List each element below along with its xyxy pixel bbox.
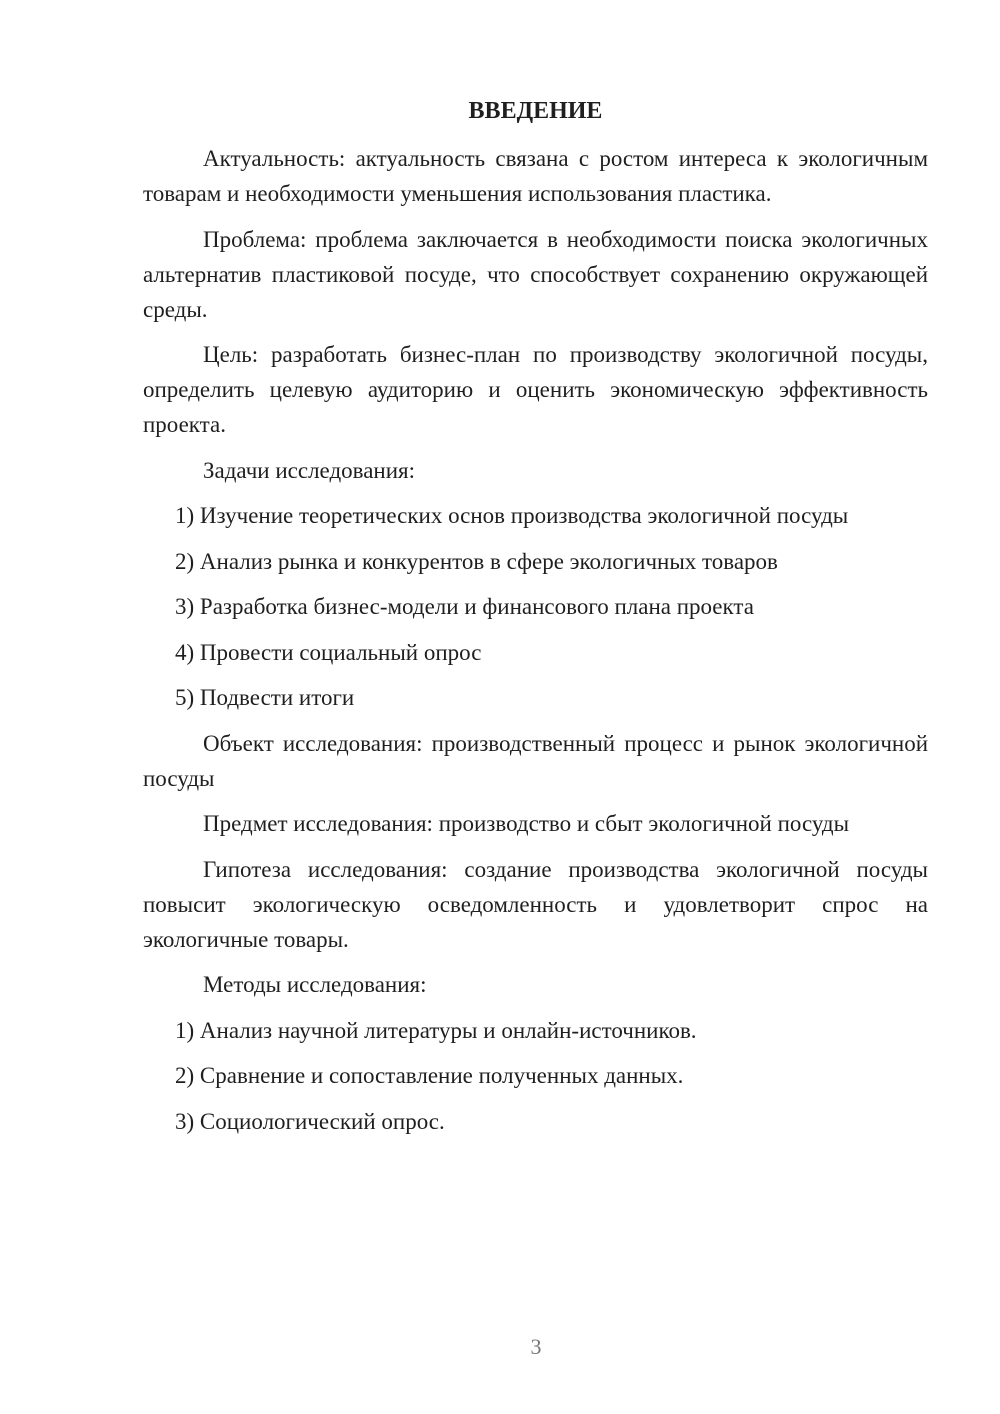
list-item: 3) Разработка бизнес-модели и финансового плана проекта [175,594,754,619]
tasks-heading: Задачи исследования: [203,457,416,483]
list-item: 1) Анализ научной литературы и онлайн-источников. [175,1017,697,1043]
section-title: ВВЕДЕНИЕ [468,98,603,124]
methods-heading: Методы исследования: [203,972,427,997]
relevance-paragraph: Актуальность: актуальность связана с ростом интереса к экологичным товарам и необходимости уменьшения использования пластика. [143,146,928,206]
page-number: 3 [530,1334,542,1359]
page-content [143,95,928,1149]
tasks-list [143,498,928,715]
object-paragraph: Объект исследования: производственный процесс и рынок экологичной посуды [143,730,928,791]
problem-paragraph: Проблема: проблема заключается в необходимости поиска экологичных альтернатив пластиковой посуде, что способствует сохранению окружающей среды. [143,226,928,322]
list-item: 2) Сравнение и сопоставление полученных данных. [175,1063,684,1088]
subject-paragraph: Предмет исследования: производство и сбыт экологичной посуды [203,811,850,836]
goal-paragraph: Цель: разработать бизнес-план по производству экологичной посуды, определить целевую аудиторию и оценить экономическую эффективность проекта. [143,342,928,437]
methods-list [143,1013,928,1139]
list-item: 2) Анализ рынка и конкурентов в сфере экологичных товаров [175,548,778,574]
list-item: 1) Изучение теоретических основ производства экологичной посуды [175,503,849,528]
hypothesis-paragraph: Гипотеза исследования: создание производства экологичной посуды повысит экологическую осведомленность и удовлетворит спрос на экологичные товары. [143,856,928,952]
list-item: 3) Социологический опрос. [175,1108,445,1134]
list-item: 4) Провести социальный опрос [175,639,482,665]
list-item: 5) Подвести итоги [175,685,355,710]
